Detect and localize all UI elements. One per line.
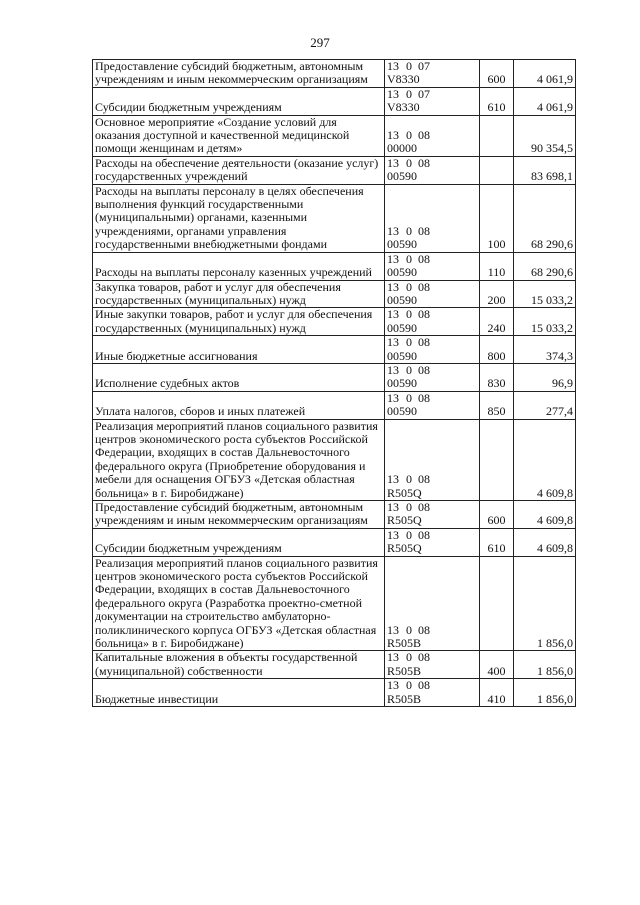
code-part-2: 0 bbox=[406, 527, 412, 542]
classification-code-cell bbox=[385, 252, 480, 280]
classification-code-cell bbox=[385, 391, 480, 419]
classification-code-cell bbox=[385, 87, 480, 115]
code-part-2: 0 bbox=[406, 650, 412, 665]
budget-table bbox=[92, 59, 576, 707]
code-part-3: 08 bbox=[418, 335, 430, 350]
amount-cell: 90 354,5 bbox=[514, 115, 576, 156]
code-part-4: R505B bbox=[387, 663, 422, 678]
code-part-3: 08 bbox=[418, 279, 430, 294]
code-part-2: 0 bbox=[406, 223, 412, 238]
classification-code-cell bbox=[385, 679, 480, 707]
code-part-2: 0 bbox=[406, 59, 412, 73]
code-part-1: 13 bbox=[387, 390, 399, 405]
code-part-2: 0 bbox=[406, 678, 412, 693]
amount-cell: 1 856,0 bbox=[514, 679, 576, 707]
expense-name-cell: Предоставление субсидий бюджетным, автономным учреждениям и иным некоммерческим организациям bbox=[93, 60, 385, 88]
amount-cell: 374,3 bbox=[514, 336, 576, 364]
code-part-1: 13 bbox=[387, 500, 399, 514]
table-row bbox=[93, 419, 576, 500]
code-part-3: 08 bbox=[418, 678, 430, 693]
amount-cell: 4 061,9 bbox=[514, 87, 576, 115]
table-row bbox=[93, 60, 576, 88]
code-part-4: V8330 bbox=[387, 100, 420, 115]
code-part-1: 13 bbox=[387, 650, 399, 665]
amount-cell: 96,9 bbox=[514, 363, 576, 391]
code-part-1: 13 bbox=[387, 527, 399, 542]
code-part-4: 00590 bbox=[387, 292, 417, 307]
code-part-4: R505Q bbox=[387, 513, 422, 528]
expense-type-cell: 400 bbox=[480, 651, 514, 679]
classification-code-cell bbox=[385, 419, 480, 500]
amount-cell: 1 856,0 bbox=[514, 651, 576, 679]
code-part-3: 07 bbox=[418, 59, 430, 73]
code-part-4: V8330 bbox=[387, 72, 420, 87]
table-row bbox=[93, 679, 576, 707]
code-part-2: 0 bbox=[406, 307, 412, 322]
table-row bbox=[93, 556, 576, 651]
classification-code-cell bbox=[385, 115, 480, 156]
amount-cell: 277,4 bbox=[514, 391, 576, 419]
code-part-4: 00590 bbox=[387, 348, 417, 363]
budget-table-body bbox=[93, 60, 576, 707]
classification-code-cell bbox=[385, 556, 480, 651]
expense-name-cell: Реализация мероприятий планов социального развития центров экономического роста субъектов Российской Федерации, входящих в состав Дальневосточного федерального округа (Разработка проектно-сметной документации на строительство амбулаторно-поликлинического корпуса ОГБУЗ «Детская областная больница» в г. Биробиджане) bbox=[93, 556, 385, 651]
expense-name-cell: Уплата налогов, сборов и иных платежей bbox=[93, 391, 385, 419]
code-part-4: 00590 bbox=[387, 265, 417, 280]
code-part-2: 0 bbox=[406, 86, 412, 101]
expense-type-cell: 800 bbox=[480, 336, 514, 364]
expense-name-cell: Иные бюджетные ассигнования bbox=[93, 336, 385, 364]
expense-type-cell: 600 bbox=[480, 60, 514, 88]
expense-name-cell: Закупка товаров, работ и услуг для обеспечения государственных (муниципальных) нужд bbox=[93, 280, 385, 308]
code-part-2: 0 bbox=[406, 251, 412, 266]
expense-name-cell: Бюджетные инвестиции bbox=[93, 679, 385, 707]
code-part-4: R505B bbox=[387, 691, 422, 706]
expense-name-cell: Исполнение судебных актов bbox=[93, 363, 385, 391]
code-part-3: 08 bbox=[418, 622, 430, 637]
table-row bbox=[93, 651, 576, 679]
classification-code-cell bbox=[385, 60, 480, 88]
amount-cell: 15 033,2 bbox=[514, 280, 576, 308]
expense-type-cell bbox=[480, 156, 514, 184]
expense-type-cell: 600 bbox=[480, 501, 514, 529]
code-part-2: 0 bbox=[406, 500, 412, 514]
amount-cell: 4 609,8 bbox=[514, 528, 576, 556]
code-part-3: 08 bbox=[418, 223, 430, 238]
classification-code-cell bbox=[385, 184, 480, 252]
table-row bbox=[93, 252, 576, 280]
table-row bbox=[93, 280, 576, 308]
code-part-1: 13 bbox=[387, 472, 399, 487]
amount-cell: 83 698,1 bbox=[514, 156, 576, 184]
table-row bbox=[93, 391, 576, 419]
code-part-1: 13 bbox=[387, 678, 399, 693]
expense-name-cell: Расходы на выплаты персоналу казенных учреждений bbox=[93, 252, 385, 280]
expense-name-cell: Основное мероприятие «Создание условий для оказания доступной и качественной медицинской помощи женщинам и детям» bbox=[93, 115, 385, 156]
code-part-4: R505Q bbox=[387, 485, 422, 500]
expense-type-cell bbox=[480, 115, 514, 156]
code-part-3: 08 bbox=[418, 128, 430, 143]
expense-type-cell: 100 bbox=[480, 184, 514, 252]
amount-cell: 15 033,2 bbox=[514, 308, 576, 336]
expense-type-cell: 200 bbox=[480, 280, 514, 308]
code-part-1: 13 bbox=[387, 59, 399, 73]
table-row bbox=[93, 87, 576, 115]
code-part-1: 13 bbox=[387, 362, 399, 377]
code-part-2: 0 bbox=[406, 279, 412, 294]
expense-type-cell: 240 bbox=[480, 308, 514, 336]
code-part-3: 08 bbox=[418, 500, 430, 514]
code-part-3: 07 bbox=[418, 86, 430, 101]
code-part-1: 13 bbox=[387, 128, 399, 143]
code-part-4: 00000 bbox=[387, 141, 417, 156]
table-row bbox=[93, 528, 576, 556]
expense-name-cell: Субсидии бюджетным учреждениям bbox=[93, 87, 385, 115]
classification-code-cell bbox=[385, 336, 480, 364]
amount-cell: 4 609,8 bbox=[514, 419, 576, 500]
expense-name-cell: Капитальные вложения в объекты государственной (муниципальной) собственности bbox=[93, 651, 385, 679]
table-row bbox=[93, 336, 576, 364]
code-part-3: 08 bbox=[418, 472, 430, 487]
code-part-2: 0 bbox=[406, 390, 412, 405]
code-part-3: 08 bbox=[418, 527, 430, 542]
code-part-3: 08 bbox=[418, 251, 430, 266]
expense-name-cell: Реализация мероприятий планов социального развития центров экономического роста субъектов Российской Федерации, входящих в состав Дальневосточного федерального округа (Приобретение оборудования и мебели для оснащения ОГБУЗ «Детская областная больница» в г. Биробиджане) bbox=[93, 419, 385, 500]
code-part-2: 0 bbox=[406, 128, 412, 143]
table-row bbox=[93, 115, 576, 156]
table-row bbox=[93, 363, 576, 391]
code-part-4: 00590 bbox=[387, 404, 417, 419]
code-part-3: 08 bbox=[418, 155, 430, 170]
code-part-4: R505B bbox=[387, 636, 422, 651]
expense-type-cell bbox=[480, 419, 514, 500]
code-part-2: 0 bbox=[406, 362, 412, 377]
expense-name-cell: Субсидии бюджетным учреждениям bbox=[93, 528, 385, 556]
code-part-4: 00590 bbox=[387, 237, 417, 252]
amount-cell: 4 061,9 bbox=[514, 60, 576, 88]
amount-cell: 68 290,6 bbox=[514, 252, 576, 280]
code-part-4: R505Q bbox=[387, 541, 422, 556]
code-part-1: 13 bbox=[387, 86, 399, 101]
code-part-2: 0 bbox=[406, 155, 412, 170]
classification-code-cell bbox=[385, 651, 480, 679]
amount-cell: 68 290,6 bbox=[514, 184, 576, 252]
expense-name-cell: Расходы на выплаты персоналу в целях обеспечения выполнения функций государственными (муниципальными) органами, казенными учреждениями, органами управления государственными внебюджетными фондами bbox=[93, 184, 385, 252]
classification-code-cell bbox=[385, 308, 480, 336]
expense-type-cell bbox=[480, 556, 514, 651]
classification-code-cell bbox=[385, 156, 480, 184]
code-part-1: 13 bbox=[387, 251, 399, 266]
expense-type-cell: 610 bbox=[480, 528, 514, 556]
classification-code-cell bbox=[385, 501, 480, 529]
code-part-2: 0 bbox=[406, 335, 412, 350]
code-part-1: 13 bbox=[387, 622, 399, 637]
expense-type-cell: 410 bbox=[480, 679, 514, 707]
expense-name-cell: Иные закупки товаров, работ и услуг для обеспечения государственных (муниципальных) нужд bbox=[93, 308, 385, 336]
expense-type-cell: 830 bbox=[480, 363, 514, 391]
amount-cell: 1 856,0 bbox=[514, 556, 576, 651]
table-row bbox=[93, 156, 576, 184]
code-part-4: 00590 bbox=[387, 320, 417, 335]
table-row bbox=[93, 184, 576, 252]
expense-name-cell: Расходы на обеспечение деятельности (оказание услуг) государственных учреждений bbox=[93, 156, 385, 184]
code-part-3: 08 bbox=[418, 362, 430, 377]
expense-type-cell: 850 bbox=[480, 391, 514, 419]
code-part-2: 0 bbox=[406, 472, 412, 487]
table-row bbox=[93, 501, 576, 529]
table-row bbox=[93, 308, 576, 336]
code-part-3: 08 bbox=[418, 650, 430, 665]
code-part-3: 08 bbox=[418, 307, 430, 322]
expense-type-cell: 610 bbox=[480, 87, 514, 115]
code-part-4: 00590 bbox=[387, 376, 417, 391]
expense-name-cell: Предоставление субсидий бюджетным, автономным учреждениям и иным некоммерческим организациям bbox=[93, 501, 385, 529]
code-part-1: 13 bbox=[387, 335, 399, 350]
classification-code-cell bbox=[385, 528, 480, 556]
code-part-1: 13 bbox=[387, 223, 399, 238]
page-number: 297 bbox=[310, 35, 330, 50]
classification-code-cell bbox=[385, 280, 480, 308]
code-part-1: 13 bbox=[387, 155, 399, 170]
code-part-2: 0 bbox=[406, 622, 412, 637]
code-part-3: 08 bbox=[418, 390, 430, 405]
amount-cell: 4 609,8 bbox=[514, 501, 576, 529]
code-part-1: 13 bbox=[387, 307, 399, 322]
classification-code-cell bbox=[385, 363, 480, 391]
expense-type-cell: 110 bbox=[480, 252, 514, 280]
code-part-1: 13 bbox=[387, 279, 399, 294]
code-part-4: 00590 bbox=[387, 169, 417, 184]
